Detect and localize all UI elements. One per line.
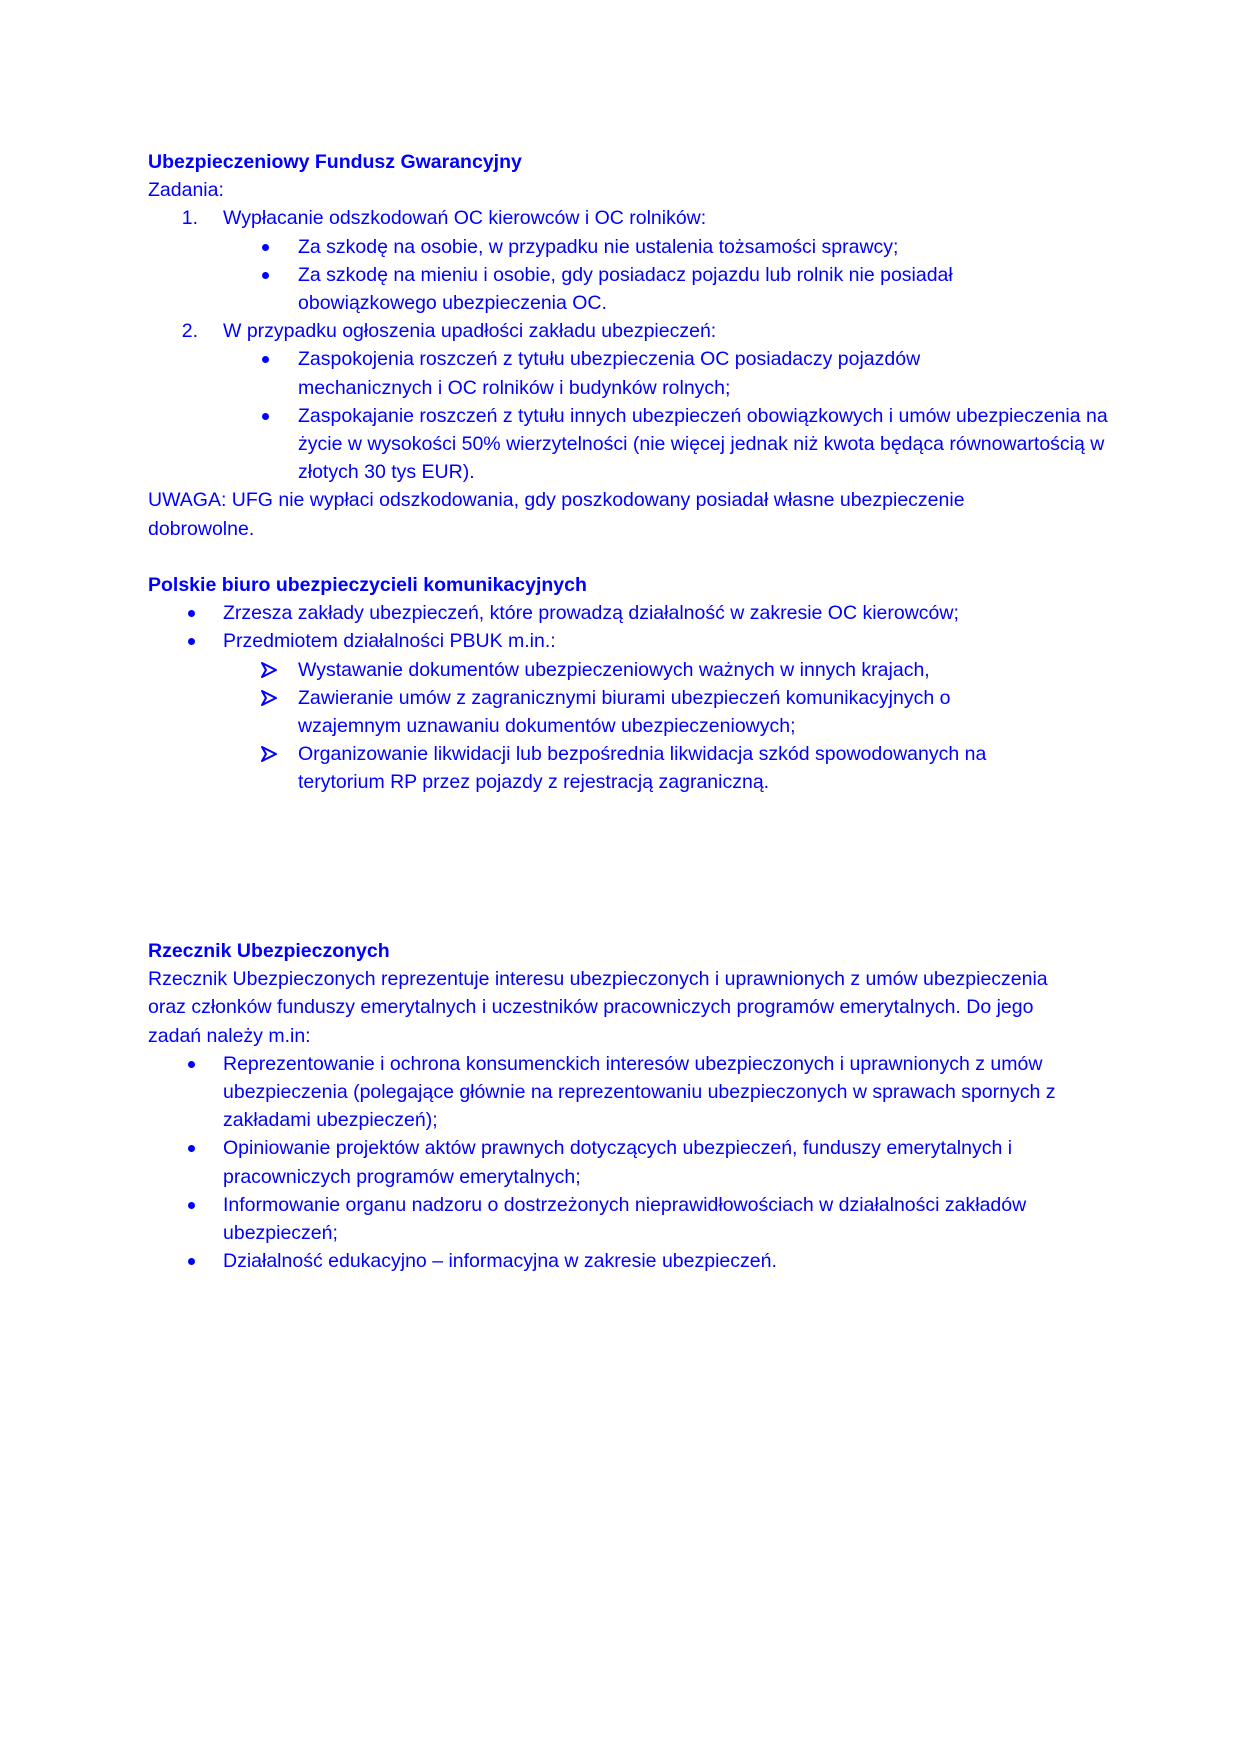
bullet-icon <box>188 610 195 617</box>
list-item-text: Za szkodę na osobie, w przypadku nie ustalenia tożsamości sprawcy; <box>298 235 899 258</box>
list-item-text: Informowanie organu nadzoru o dostrzeżonych nieprawidłowościach w działalności zakładów ubezpieczeń; <box>223 1193 1027 1245</box>
rzecznik-section <box>148 937 1108 1275</box>
bullet-icon <box>262 356 269 363</box>
ufg-section <box>148 148 1108 543</box>
list-number: 1. <box>181 207 198 230</box>
pbuk-bullet-2 <box>148 627 1108 655</box>
bullet-icon <box>188 638 195 645</box>
pbuk-sub-2 <box>148 684 1108 740</box>
arrow-bullet-icon <box>260 745 278 763</box>
ufg-task-1 <box>148 204 1108 232</box>
bullet-icon <box>262 413 269 420</box>
rzecznik-bullet-4 <box>148 1247 1108 1275</box>
list-item-text: Zrzesza zakłady ubezpieczeń, które prowadzą działalność w zakresie OC kierowców; <box>223 602 959 625</box>
pbuk-title: Polskie biuro ubezpieczycieli komunikacyjnych <box>148 574 587 596</box>
list-item-text: Opiniowanie projektów aktów prawnych dotyczących ubezpieczeń, funduszy emerytalnych i pracowniczych programów emerytalnych; <box>223 1137 1013 1188</box>
rzecznik-bullet-1 <box>148 1050 1108 1135</box>
list-item-text: Reprezentowanie i ochrona konsumenckich interesów ubezpieczonych i uprawnionych z umów ubezpieczenia (polegające głównie na reprezentowaniu ubezpieczonych w sprawach spornych z zakładami ubezpieczeń); <box>223 1052 1056 1132</box>
rzecznik-bullet-3 <box>148 1191 1108 1247</box>
arrow-bullet-icon <box>260 661 278 679</box>
ufg-title: Ubezpieczeniowy Fundusz Gwarancyjny <box>148 151 522 173</box>
rzecznik-title: Rzecznik Ubezpieczonych <box>148 940 390 962</box>
ufg-task-2-sub-1 <box>148 345 1108 401</box>
ufg-note: UWAGA: UFG nie wypłaci odszkodowania, gdy poszkodowany posiadał własne ubezpieczenie dobrowolne. <box>148 489 965 540</box>
pbuk-bullet-1 <box>148 599 1108 627</box>
list-item-text: Zaspokajanie roszczeń z tytułu innych ubezpieczeń obowiązkowych i umów ubezpieczenia na życie w wysokości 50% wierzytelności (nie więcej jednak niż kwota będąca równowartością w złotych 30 tys EUR). <box>298 404 1108 484</box>
ufg-tasks-label: Zadania: <box>148 179 224 202</box>
list-item-text: Za szkodę na mieniu i osobie, gdy posiadacz pojazdu lub rolnik nie posiadał obowiązkowego ubezpieczenia OC. <box>298 263 953 315</box>
pbuk-sub-1 <box>148 656 1108 684</box>
bullet-icon <box>262 244 269 251</box>
ufg-task-1-sub-2 <box>148 261 1108 317</box>
list-item-text: Działalność edukacyjno – informacyjna w zakresie ubezpieczeń. <box>223 1250 777 1273</box>
bullet-icon <box>262 272 269 279</box>
list-item-text: Przedmiotem działalności PBUK m.in.: <box>223 630 556 653</box>
list-item-text: W przypadku ogłoszenia upadłości zakładu ubezpieczeń: <box>223 320 717 343</box>
list-item-text: Zawieranie umów z zagranicznymi biurami ubezpieczeń komunikacyjnych o wzajemnym uznawaniu dokumentów ubezpieczeniowych; <box>298 686 951 738</box>
ufg-task-2 <box>148 317 1108 345</box>
bullet-icon <box>188 1202 195 1209</box>
ufg-task-2-sub-2 <box>148 402 1108 487</box>
list-item-text: Wypłacanie odszkodowań OC kierowców i OC rolników: <box>223 207 707 230</box>
list-number: 2. <box>181 320 198 343</box>
ufg-task-1-sub-1 <box>148 233 1108 261</box>
bullet-icon <box>188 1145 195 1152</box>
bullet-icon <box>188 1258 195 1265</box>
bullet-icon <box>188 1061 195 1068</box>
rzecznik-intro: Rzecznik Ubezpieczonych reprezentuje interesu ubezpieczonych i uprawnionych z umów ubezpieczenia oraz członków funduszy emerytalnych i uczestników pracowniczych programów emerytalnych. Do jego zadań należy m.in: <box>148 968 1048 1047</box>
list-item-text: Wystawanie dokumentów ubezpieczeniowych ważnych w innych krajach, <box>298 658 930 681</box>
pbuk-section <box>148 571 1108 797</box>
list-item-text: Zaspokojenia roszczeń z tytułu ubezpieczenia OC posiadaczy pojazdów mechanicznych i OC rolników i budynków rolnych; <box>298 348 921 399</box>
rzecznik-bullet-2 <box>148 1134 1108 1190</box>
arrow-bullet-icon <box>260 689 278 707</box>
list-item-text: Organizowanie likwidacji lub bezpośrednia likwidacja szkód spowodowanych na terytorium RP przez pojazdy z rejestracją zagraniczną. <box>298 743 987 794</box>
pbuk-sub-3 <box>148 740 1108 796</box>
